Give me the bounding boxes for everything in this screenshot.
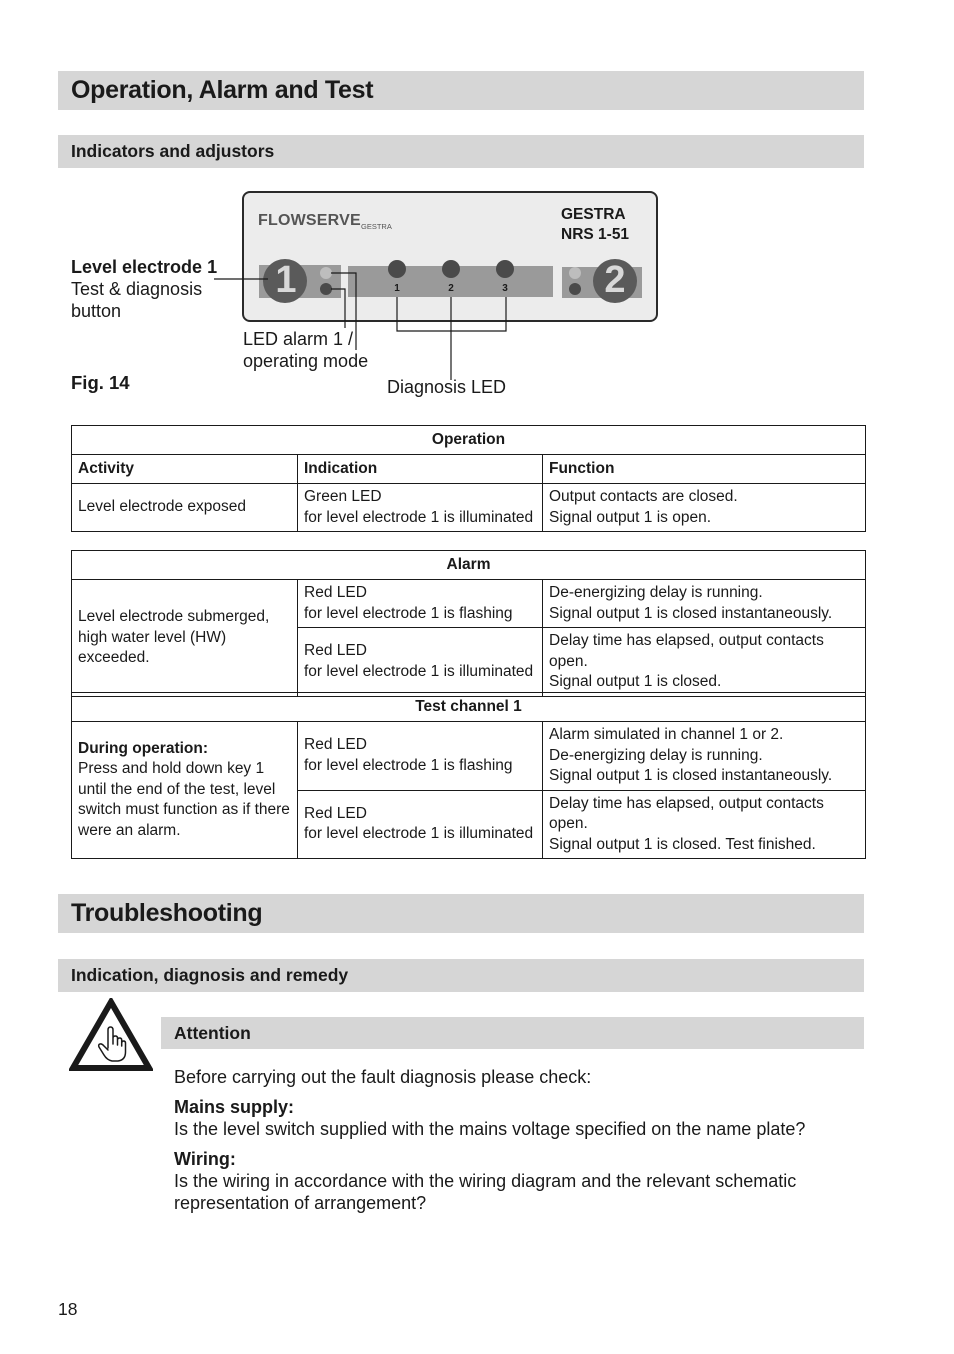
led-alarm-1-upper — [320, 267, 332, 279]
brand-small: GESTRA — [361, 222, 392, 231]
callout-electrode-title: Level electrode 1 — [71, 257, 218, 277]
function-line: Signal output 1 is closed instantaneously. — [549, 604, 833, 622]
callout-electrode — [71, 256, 217, 322]
activity-line: Press and hold down key 1 — [78, 760, 265, 778]
device-panel-illustration — [0, 0, 954, 420]
section-title-troubleshooting: Troubleshooting — [58, 894, 864, 933]
cell-indication — [298, 484, 543, 532]
table-alarm — [71, 550, 866, 697]
cell-indication — [298, 790, 543, 859]
warning-hand-icon — [69, 998, 153, 1072]
wiring-title: Wiring: — [174, 1149, 236, 1169]
callout-led-line2: operating mode — [243, 351, 369, 371]
model-line-1: GESTRA — [561, 206, 626, 223]
indication-line: for level electrode 1 is flashing — [304, 604, 513, 622]
function-line: Alarm simulated in channel 1 or 2. — [549, 726, 784, 743]
model-line-2: NRS 1-51 — [561, 226, 630, 243]
led-alarm-2-lower — [569, 283, 581, 295]
cell-function — [543, 484, 866, 532]
indication-line: Green LED — [304, 488, 382, 505]
cell-activity: Level electrode exposed — [72, 484, 298, 532]
diagnosis-led-3 — [496, 260, 514, 278]
activity-line: high water level (HW) — [78, 628, 227, 646]
activity-line: until the end of the test, level — [78, 780, 276, 798]
function-line: Signal output 1 is closed instantaneously. — [549, 767, 833, 784]
header-activity: Activity — [72, 455, 298, 484]
callout-diagnosis: Diagnosis LED — [387, 377, 507, 397]
button1-digit: 1 — [275, 259, 297, 301]
diagnosis-led-1 — [388, 260, 406, 278]
activity-line: Level electrode submerged, — [78, 608, 270, 625]
header-indication: Indication — [298, 455, 543, 484]
cell-function — [543, 628, 866, 697]
callout-led — [243, 328, 368, 372]
diag-number-3: 3 — [502, 283, 508, 294]
model-label — [561, 205, 629, 245]
subsection-title-diagnosis: Indication, diagnosis and remedy — [58, 959, 864, 992]
activity-line: switch must function as if there — [78, 801, 290, 819]
table-test-channel — [71, 692, 866, 859]
header-function: Function — [543, 455, 866, 484]
indication-line: Red LED — [304, 736, 367, 754]
table-test-title: Test channel 1 — [72, 693, 866, 722]
led-alarm-2-upper — [569, 267, 581, 279]
diagnosis-led-2 — [442, 260, 460, 278]
diag-number-2: 2 — [448, 283, 454, 294]
function-line: De-energizing delay is running. — [549, 746, 763, 764]
indication-line: for level electrode 1 is illuminated — [304, 662, 534, 680]
indication-line: Red LED — [304, 642, 367, 660]
indication-line: Red LED — [304, 584, 367, 601]
indication-line: for level electrode 1 is illuminated — [304, 825, 534, 843]
cell-indication — [298, 580, 543, 628]
cell-function — [543, 790, 866, 859]
function-line: Output contacts are closed. — [549, 488, 738, 505]
function-line: Signal output 1 is closed. Test finished. — [549, 835, 816, 853]
table-row — [72, 722, 866, 791]
activity-title: During operation: — [78, 739, 209, 757]
cell-activity — [72, 580, 298, 697]
function-line: Delay time has elapsed, output contacts open. — [549, 794, 824, 832]
led-alarm-1-lower — [320, 283, 332, 295]
intro-text: Before carrying out the fault diagnosis please check: — [174, 1067, 592, 1087]
activity-line: exceeded. — [78, 649, 150, 666]
wiring-text-line2: representation of arrangement? — [174, 1193, 427, 1213]
diag-number-1: 1 — [394, 283, 400, 294]
table-operation-title: Operation — [72, 426, 866, 455]
brand-logo: FLOWSERVE — [258, 212, 361, 229]
function-line: Signal output 1 is open. — [549, 508, 712, 526]
attention-bar: Attention — [161, 1017, 864, 1049]
indication-line: for level electrode 1 is flashing — [304, 756, 513, 774]
cell-indication — [298, 722, 543, 791]
cell-function — [543, 722, 866, 791]
cell-activity — [72, 722, 298, 859]
subsection-title-indicators: Indicators and adjustors — [58, 135, 864, 168]
function-line: Signal output 1 is closed. — [549, 673, 722, 690]
callout-electrode-line2: Test & diagnosis — [71, 279, 203, 299]
table-row — [72, 580, 866, 628]
mains-text: Is the level switch supplied with the mains voltage specified on the name plate? — [174, 1119, 806, 1139]
activity-line: were an alarm. — [78, 821, 181, 839]
cell-function — [543, 580, 866, 628]
table-operation — [71, 425, 866, 532]
indication-line: Red LED — [304, 804, 367, 822]
table-row — [72, 484, 866, 532]
table-alarm-title: Alarm — [72, 551, 866, 580]
page-number: 18 — [58, 1299, 78, 1319]
mains-title: Mains supply: — [174, 1097, 295, 1117]
function-line: Delay time has elapsed, output contacts open. — [549, 632, 824, 670]
callout-led-line1: LED alarm 1 / — [243, 329, 354, 349]
function-line: De-energizing delay is running. — [549, 584, 763, 601]
figure-label: Fig. 14 — [71, 372, 130, 393]
section-title-operation: Operation, Alarm and Test — [58, 71, 864, 110]
callout-electrode-line3: button — [71, 301, 122, 321]
wiring-text-line1: Is the wiring in accordance with the wiring diagram and the relevant schematic — [174, 1171, 797, 1191]
indication-line: for level electrode 1 is illuminated — [304, 508, 534, 526]
button2-digit: 2 — [604, 259, 626, 301]
troubleshooting-body — [174, 1066, 864, 1214]
cell-indication — [298, 628, 543, 697]
